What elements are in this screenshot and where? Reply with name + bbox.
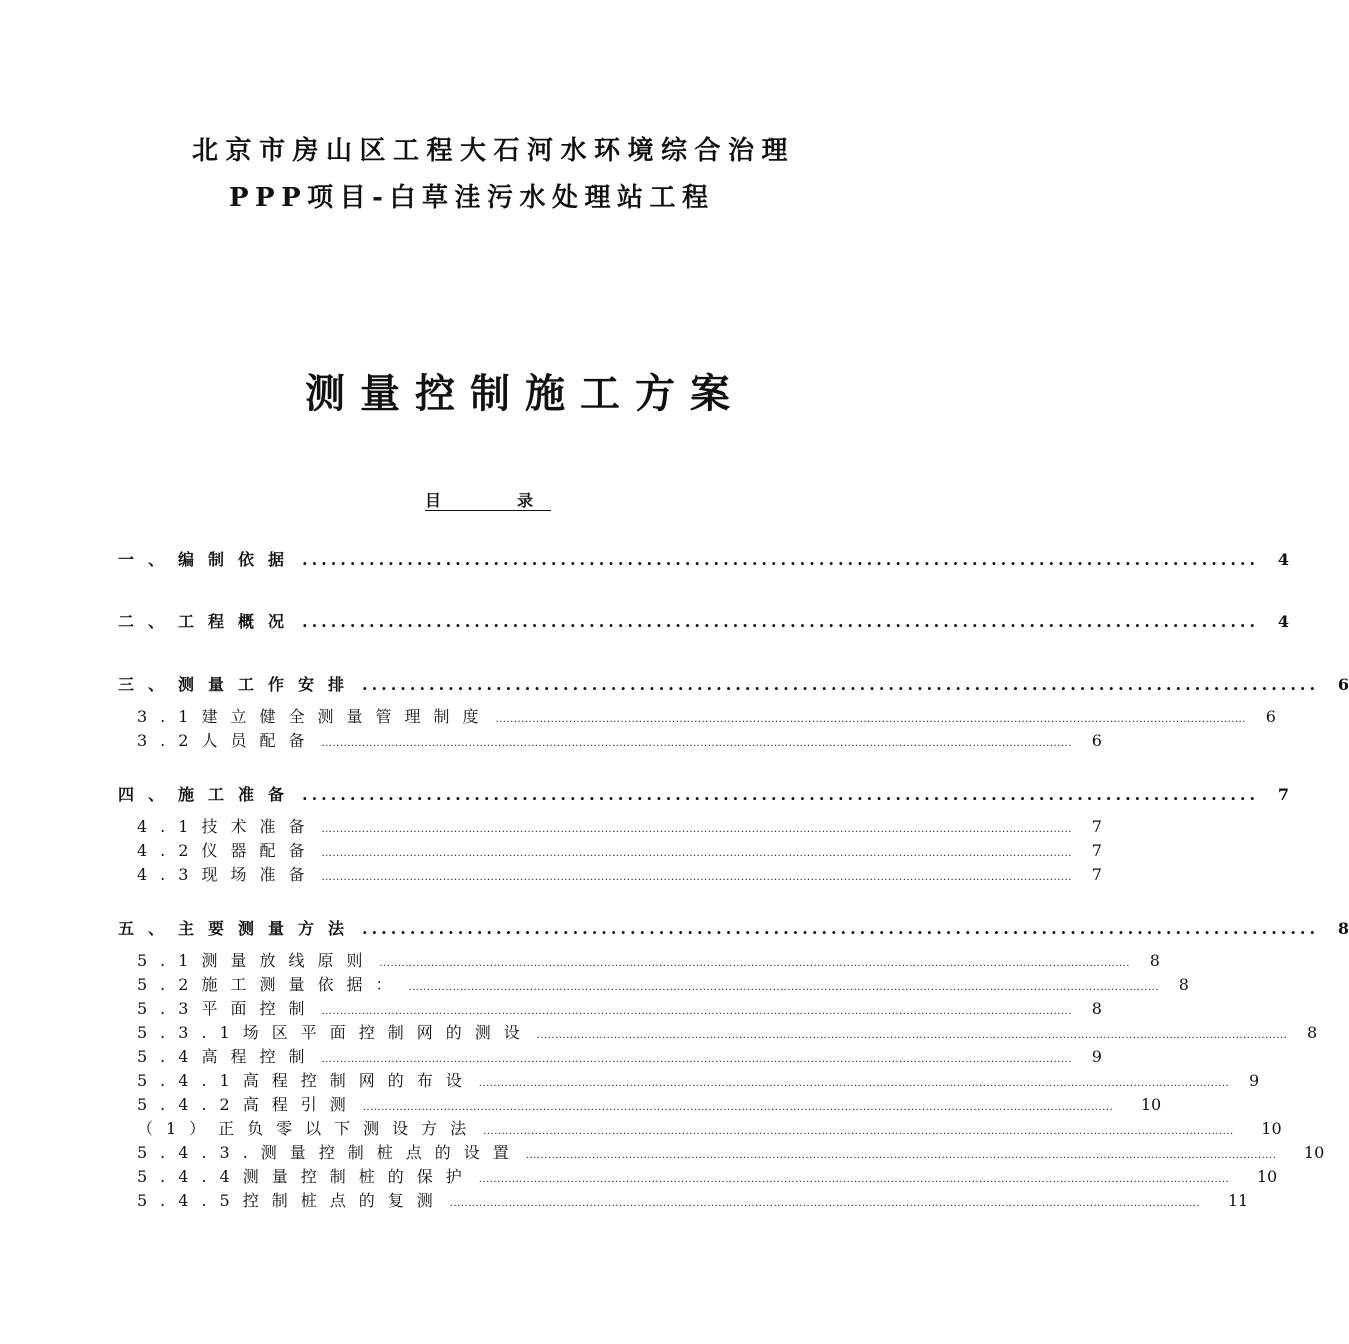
toc-leader: ............................................................................................................................................................................................................ — [449, 1198, 1201, 1209]
toc-entry-label: 三、测量工作安排 — [118, 675, 359, 694]
toc-entry-page: 6 — [1091, 731, 1102, 750]
toc-leader: .................................................................................................... — [302, 785, 1260, 804]
toc-entry-page: 7 — [1091, 817, 1102, 836]
toc-entry-page: 8 — [1337, 919, 1349, 938]
toc-leader: ............................................................................................................................................................................................................ — [536, 1030, 1288, 1041]
toc-leader: ............................................................................................................................................................................................................ — [362, 1102, 1114, 1113]
toc-entry-label: 一、编制依据 — [118, 550, 299, 569]
toc-entry[interactable] — [118, 673, 1349, 697]
toc-leader: ............................................................................................................................................................................................................ — [321, 848, 1072, 859]
toc-entry[interactable] — [137, 706, 1276, 728]
toc-leader: ............................................................................................................................................................................................................ — [408, 982, 1159, 993]
toc-entry-label: 5.4.1高程控制网的布设 — [137, 1071, 475, 1090]
toc-entry[interactable] — [137, 864, 1102, 886]
toc-entry-label: 5.2施工测量依据： — [137, 975, 405, 994]
toc-entry-page: 8 — [1149, 951, 1160, 970]
toc-entry-page: 10 — [1140, 1095, 1162, 1114]
toc-entry[interactable] — [137, 1190, 1249, 1212]
toc-leader: ............................................................................................................................................................................................................ — [525, 1150, 1277, 1161]
toc-leader: .................................................................................................... — [302, 612, 1260, 631]
toc-leader: ............................................................................................................................................................................................................ — [321, 824, 1072, 835]
toc-entry-label: 5.3平面控制 — [137, 999, 318, 1018]
toc-entry[interactable] — [137, 816, 1102, 838]
toc-entry-page: 9 — [1249, 1071, 1260, 1090]
document-title: 测量控制施工方案 — [305, 370, 745, 417]
toc-entry-page: 4 — [1277, 550, 1290, 569]
toc-leader: ............................................................................................................................................................................................................ — [321, 1006, 1072, 1017]
toc-entry-label: 5.4.3.测量控制桩点的设置 — [137, 1143, 522, 1162]
toc-entry[interactable] — [118, 548, 1290, 572]
toc-entry-label: 4.2仪器配备 — [137, 841, 318, 860]
project-title-line1: 北京市房山区工程大石河水环境综合治理 — [192, 136, 796, 166]
toc-entry-label: 四、施工准备 — [118, 785, 299, 804]
toc-leader: .................................................................................................... — [362, 919, 1320, 938]
toc-entry-label: 3.2人员配备 — [137, 731, 318, 750]
toc-entry[interactable] — [137, 998, 1102, 1020]
toc-entry[interactable] — [137, 1046, 1102, 1068]
toc-entry-page: 10 — [1256, 1167, 1278, 1186]
toc-entry-page: 6 — [1265, 707, 1276, 726]
toc-entry-label: （1）正负零以下测设方法 — [137, 1119, 480, 1138]
toc-entry[interactable] — [137, 950, 1160, 972]
toc-leader: ............................................................................................................................................................................................................ — [321, 1054, 1072, 1065]
toc-leader: .................................................................................................... — [302, 550, 1260, 569]
toc-entry-page: 8 — [1091, 999, 1102, 1018]
toc-entry-page: 9 — [1091, 1047, 1102, 1066]
toc-leader: ............................................................................................................................................................................................................ — [379, 958, 1130, 969]
toc-entry[interactable] — [137, 974, 1189, 996]
toc-leader: ............................................................................................................................................................................................................ — [321, 872, 1072, 883]
toc-entry-label: 5.3.1场区平面控制网的测设 — [137, 1023, 533, 1042]
project-title-line2: PPP项目-白草洼污水处理站工程 — [229, 183, 715, 213]
toc-entry[interactable] — [137, 1022, 1318, 1044]
toc-entry[interactable] — [137, 1166, 1278, 1188]
toc-entry-label: 4.3现场准备 — [137, 865, 318, 884]
toc-entry-page: 10 — [1303, 1143, 1325, 1162]
toc-entry-page: 11 — [1227, 1191, 1249, 1210]
toc-entry-page: 6 — [1337, 675, 1349, 694]
toc-leader: ............................................................................................................................................................................................................ — [321, 738, 1072, 749]
toc-entry[interactable] — [137, 1070, 1260, 1092]
toc-entry-label: 3.1建立健全测量管理制度 — [137, 707, 492, 726]
toc-entry-label: 5.4.4测量控制桩的保护 — [137, 1167, 475, 1186]
toc-entry-page: 10 — [1261, 1119, 1282, 1138]
toc-leader: ............................................................................................................................................................................................................ — [478, 1174, 1230, 1185]
toc-entry-label: 4.1技术准备 — [137, 817, 318, 836]
toc-leader: ............................................................................................................................................................................................................ — [478, 1078, 1230, 1089]
toc-leader: .................................................................................................... — [362, 675, 1320, 694]
toc-entry[interactable] — [137, 1118, 1282, 1140]
toc-entry[interactable] — [118, 783, 1290, 807]
toc-entry-page: 4 — [1277, 612, 1290, 631]
toc-heading — [425, 488, 551, 511]
toc-entry[interactable] — [137, 1142, 1325, 1164]
toc-entry-label: 5.4.5控制桩点的复测 — [137, 1191, 446, 1210]
toc-entry-label: 二、工程概况 — [118, 612, 299, 631]
toc-entry-page: 8 — [1307, 1023, 1318, 1042]
toc-entry-page: 7 — [1277, 785, 1290, 804]
toc-entry-page: 7 — [1091, 865, 1102, 884]
toc-entry[interactable] — [118, 917, 1349, 941]
toc-entry-page: 8 — [1178, 975, 1189, 994]
toc-entry-page: 7 — [1091, 841, 1102, 860]
toc-entry-label: 5.4高程控制 — [137, 1047, 318, 1066]
toc-leader: ............................................................................................................................................................................................................ — [495, 714, 1246, 725]
toc-entry-label: 五、主要测量方法 — [118, 919, 359, 938]
toc-entry-label: 5.1测量放线原则 — [137, 951, 376, 970]
toc-entry[interactable] — [137, 730, 1102, 752]
toc-leader: ............................................................................................................................................................................................................ — [483, 1126, 1234, 1137]
toc-entry[interactable] — [118, 610, 1290, 634]
toc-entry-label: 5.4.2高程引测 — [137, 1095, 359, 1114]
toc-entry[interactable] — [137, 840, 1102, 862]
toc-entry[interactable] — [137, 1094, 1162, 1116]
toc-heading-left: 目 — [425, 491, 442, 510]
toc-heading-right: 录 — [516, 491, 533, 510]
